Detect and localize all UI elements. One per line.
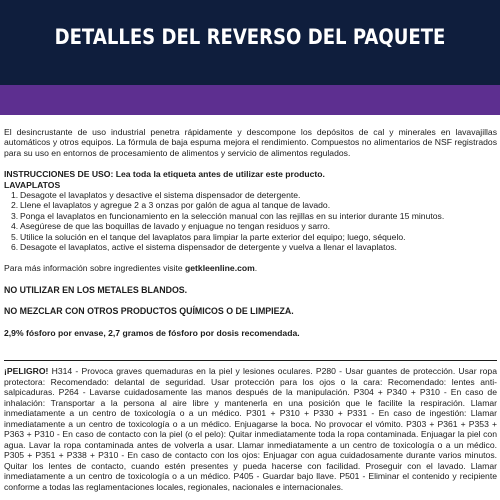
list-item [4, 242, 497, 252]
step-number: 5. [11, 231, 19, 242]
soft-metals-warning: NO UTILIZAR EN LOS METALES BLANDOS. [4, 284, 188, 295]
divider [4, 360, 497, 361]
step-number: 4. [11, 221, 19, 232]
list-item [4, 211, 497, 221]
list-item [4, 221, 497, 231]
step-text: Llene el lavaplatos y agregue 2 a 3 onzas por galón de agua al tanque de lavado. [20, 200, 331, 211]
header-banner [0, 0, 500, 85]
instructions-list [4, 190, 497, 252]
more-info-line: Para más información sobre ingredientes visite getkleenline.com. [4, 263, 258, 274]
hazard-text: H314 - Provoca graves quemaduras en la piel y lesiones oculares. P280 - Usar guantes de protección. Usar ropa protectora: Recomendado: delantal de seguridad. Usar protección para los ojos o la cara: Recomendado: lentes anti-salpicaduras. P264 - Lavarse cuidadosamente las manos después de la manipulación. P304 + P340 + P310 - En caso de inhalación: Transportar a la persona al aire libre y mantenerla en una posición que le facilite la respiración. Llamar inmediatamente a un centro de toxicología o a un médico. P301 + P310 + P330 + P331 - En caso de ingestión: Llamar inmediatamente a un centro de toxicología o a un médico. Enjuagarse la boca. No provocar el vómito. P303 + P361 + P353 + P363 + P310 - En caso de contacto con la piel (o el pelo): Quitar inmediatamente toda la ropa contaminada. Enjuagar la piel con agua. Lavar la ropa contaminada antes de volverla a usar. Llamar inmediatamente a un centro de toxicología o a un médico. P305 + P351 + P338 + P310 - En caso de contacto con los ojos: Enjuagar con agua cuidadosamente durante varios minutos. Quitar los lentes de contacto, cuando estén presentes y pueda hacerse con facilidad. Proseguir con el lavado. Llamar inmediatamente a un centro de toxicología o a un médico. P405 - Guardar bajo llave. P501 - Eliminar el contenido y recipiente conforme a todas las reglamentaciones locales, regionales, nacionales e internacionales. [4, 366, 497, 492]
accent-stripe [0, 85, 500, 115]
website-link[interactable]: getkleenline.com [185, 263, 255, 274]
instructions-subheading: LAVAPLATOS [4, 179, 61, 190]
intro-paragraph: El desincrustante de uso industrial penetra rápidamente y descompone los depósitos de cal y minerales en lavavajillas automáticos y otros equipos. La fórmula de baja espuma mejora el rendimiento. Compuestos no alimentarios de NSF registrados para su uso en entornos de procesamiento de alimentos y servicio de alimentos regulados. [4, 127, 497, 158]
danger-label: ¡PELIGRO! [4, 366, 49, 376]
page-title: DETALLES DEL REVERSO DEL PAQUETE [54, 25, 446, 49]
step-number: 1. [11, 190, 19, 201]
hazard-statement [4, 366, 497, 492]
step-text: Desagote el lavaplatos, active el sistema dispensador de detergente y vuelva a llenar el lavaplatos. [20, 242, 397, 253]
more-info-text: Para más información sobre ingredientes visite [4, 263, 186, 274]
no-mix-warning: NO MEZCLAR CON OTROS PRODUCTOS QUÍMICOS O DE LIMPIEZA. [4, 306, 294, 317]
list-item [4, 200, 497, 210]
step-number: 3. [11, 210, 19, 221]
step-text: Ponga el lavaplatos en funcionamiento en la selección manual con las rejillas en su interior durante 15 minutos. [20, 210, 445, 221]
step-text: Desagote el lavaplatos y desactive el sistema dispensador de detergente. [20, 190, 301, 201]
instructions-heading: INSTRUCCIONES DE USO: Lea toda la etiqueta antes de utilizar este producto. [4, 169, 325, 180]
label-body [4, 127, 497, 338]
step-number: 6. [11, 242, 19, 253]
step-number: 2. [11, 200, 19, 211]
step-text: Asegúrese de que las boquillas de lavado y enjuague no tengan residuos y sarro. [20, 221, 331, 232]
list-item [4, 190, 497, 200]
phosphorus-statement: 2,9% fósforo por envase, 2,7 gramos de fósforo por dosis recomendada. [4, 327, 300, 338]
step-text: Utilice la solución en el tanque del lavaplatos para limpiar la parte exterior del equipo; luego, séquelo. [20, 231, 406, 242]
list-item [4, 232, 497, 242]
